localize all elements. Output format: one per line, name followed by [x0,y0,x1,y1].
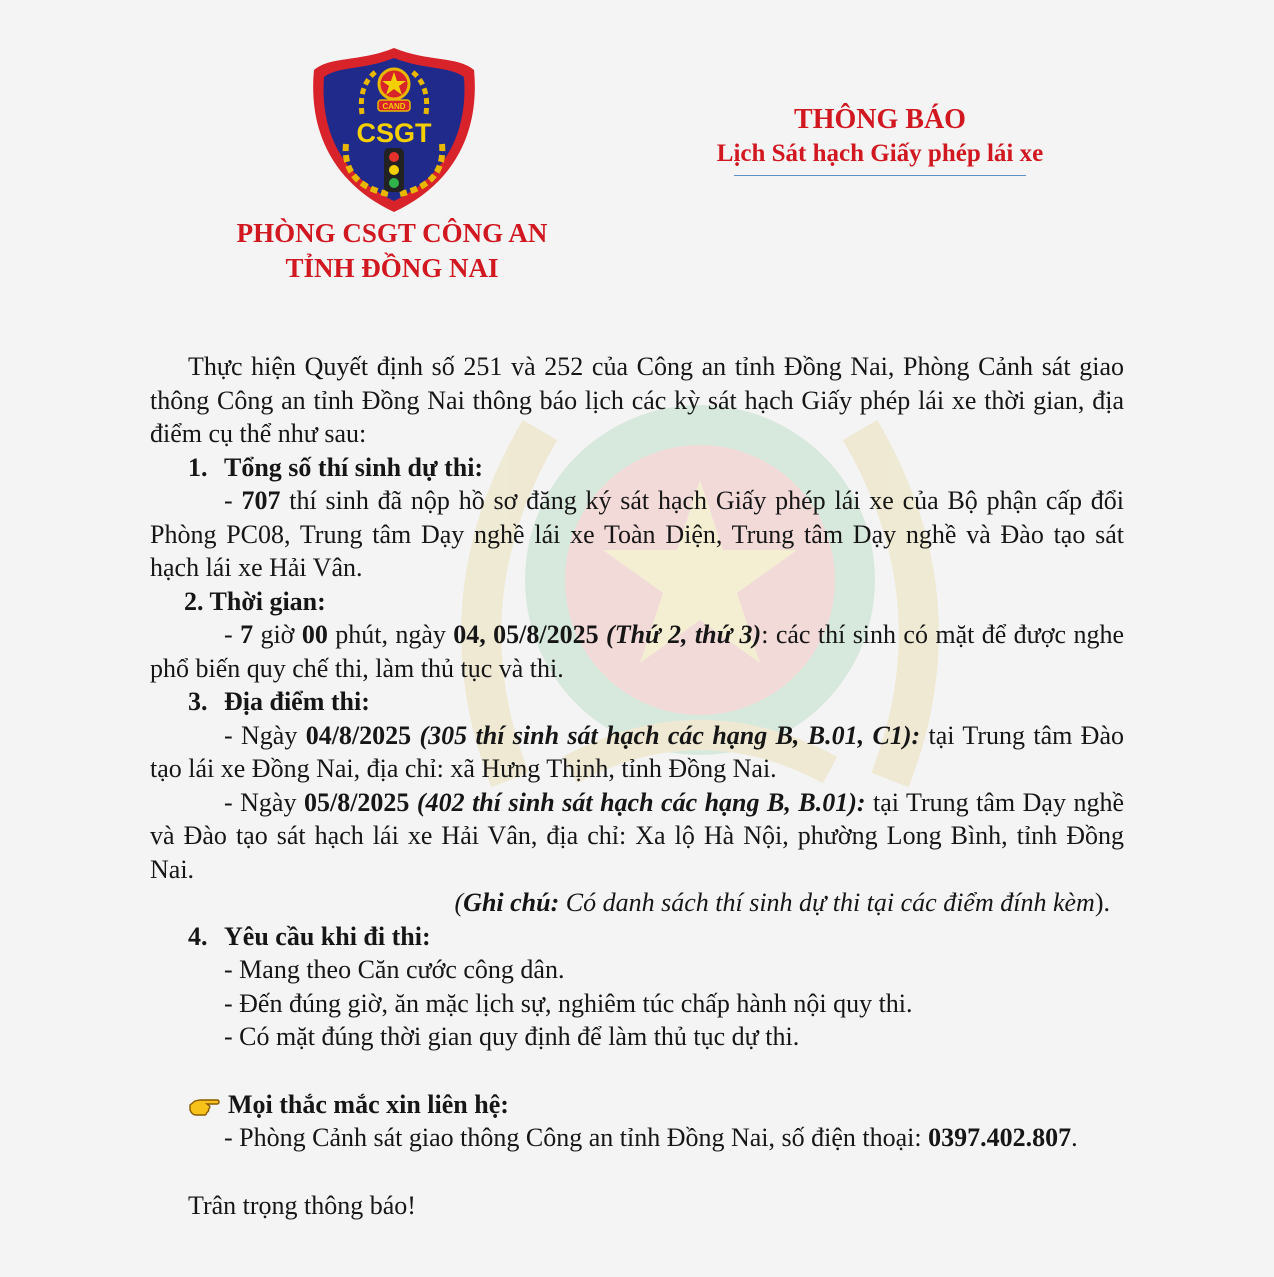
section-1-heading: 1. Tổng số thí sinh dự thi: [188,452,484,482]
section-3-note: (Ghi chú: Có danh sách thí sinh dự thi tại các điểm đính kèm). [454,888,1110,917]
exam-dates: 04, 05/8/2025 [453,620,599,649]
contact-text: - Phòng Cảnh sát giao thông Công an tỉnh Đồng Nai, số điện thoại: 0397.402.807. [224,1123,1078,1152]
candidate-count: 707 [241,486,281,515]
org-line-2: TỈNH ĐỒNG NAI [285,253,499,283]
closing-line: Trân trọng thông báo! [188,1190,416,1220]
notice-header [670,102,1090,176]
logo-small-text: CAND [382,102,406,111]
section-3-day-1: - Ngày 04/8/2025 (305 thí sinh sát hạch các hạng B, B.01, C1): tại Trung tâm Đào tạo lái xe Đồng Nai, địa chỉ: xã Hưng Thịnh, tỉnh Đồng Nai. [150,720,1124,783]
exam-weekdays: (Thứ 2, thứ 3) [606,620,762,649]
section-2-heading: 2. Thời gian: [184,586,326,616]
logo-text: CSGT [356,118,432,148]
notice-title: THÔNG BÁO [794,104,966,135]
requirement-item: - Có mặt đúng thời gian quy định để làm thủ tục dự thi. [224,1022,800,1051]
contact-heading: Mọi thắc mắc xin liên hệ: [150,1088,1124,1122]
section-1-text: - 707 thí sinh đã nộp hồ sơ đăng ký sát hạch Giấy phép lái xe của Bộ phận cấp đổi Phòng PC08, Trung tâm Dạy nghề lái xe Toàn Diện, Trung tâm Dạy nghề và Đào tạo sát hạch lái xe Hải Vân. [150,486,1124,582]
section-2-text: - 7 giờ 00 phút, ngày 04, 05/8/2025 (Thứ 2, thứ 3): các thí sinh có mặt để được nghe phổ biến quy chế thi, làm thủ tục và thi. [150,620,1124,683]
section-3-heading: 3. Địa điểm thi: [188,687,370,716]
org-line-1: PHÒNG CSGT CÔNG AN [236,218,548,248]
notice-subtitle: Lịch Sát hạch Giấy phép lái xe [716,140,1044,167]
section-4-heading: 4. Yêu cầu khi đi thi: [188,921,431,951]
notice-body [150,350,1124,1222]
contact-phone: 0397.402.807 [928,1123,1072,1152]
notice-underline [734,175,1026,176]
requirement-item: - Đến đúng giờ, ăn mặc lịch sự, nghiêm túc chấp hành nội quy thi. [224,988,913,1018]
requirement-item: - Mang theo Căn cước công dân. [224,955,565,984]
section-3-day-2: - Ngày 05/8/2025 (402 thí sinh sát hạch các hạng B, B.01): tại Trung tâm Dạy nghề và Đào tạo sát hạch lái xe Hải Vân, địa chỉ: Xa lộ Hà Nội, phường Long Bình, tỉnh Đồng Nai. [150,787,1124,884]
csgt-shield-logo [308,44,480,216]
pointing-hand-icon [188,1094,220,1116]
intro-paragraph: Thực hiện Quyết định số 251 và 252 của Công an tỉnh Đồng Nai, Phòng Cảnh sát giao thông Công an tỉnh Đồng Nai thông báo lịch các kỳ sát hạch Giấy phép lái xe thời gian, địa điểm cụ thể như sau: [150,352,1124,448]
org-name [190,216,594,286]
